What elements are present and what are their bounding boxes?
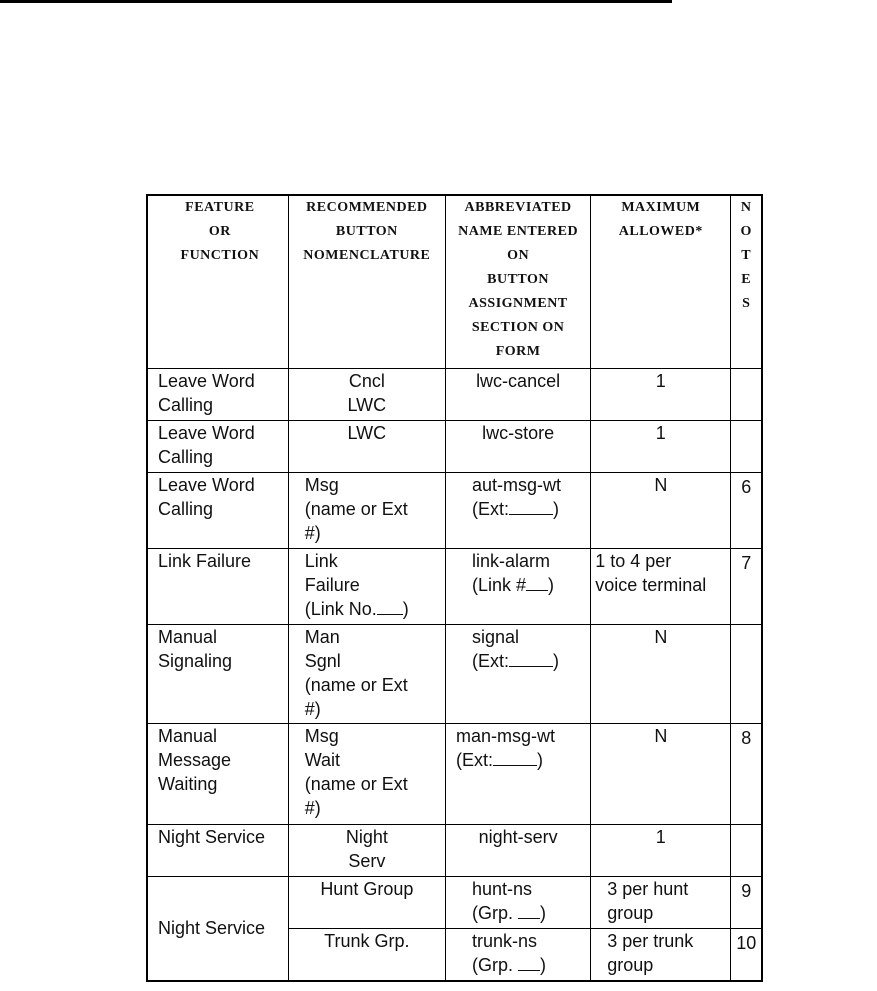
abbrev-cell: night-serv — [445, 825, 590, 877]
note-cell: 9 — [731, 877, 762, 929]
blank-line — [518, 902, 540, 919]
button-cell: Msg (name or Ext #) — [288, 473, 445, 549]
table-row — [147, 625, 762, 724]
note-cell: 6 — [731, 473, 762, 549]
table-row — [147, 549, 762, 625]
note-cell: 7 — [731, 549, 762, 625]
header-notes: N O T E S — [731, 195, 762, 369]
max-cell: 3 per hunt group — [591, 877, 731, 929]
table-row — [147, 473, 762, 549]
max-cell: 1 — [591, 369, 731, 421]
header-button-nomenclature: RECOMMENDED BUTTON NOMENCLATURE — [288, 195, 445, 369]
max-cell: N — [591, 625, 731, 724]
button-cell: LWC — [288, 421, 445, 473]
blank-line — [518, 954, 540, 971]
abbrev-cell: aut-msg-wt (Ext: ) — [445, 473, 590, 549]
button-cell: Msg Wait (name or Ext #) — [288, 724, 445, 825]
max-cell: 3 per trunk group — [591, 929, 731, 981]
button-cell: Night Serv — [288, 825, 445, 877]
feature-cell: Leave Word Calling — [147, 369, 288, 421]
feature-cell: Manual Signaling — [147, 625, 288, 724]
abbrev-cell: hunt-ns (Grp. ) — [445, 877, 590, 929]
abbrev-cell: lwc-cancel — [445, 369, 590, 421]
max-cell: 1 to 4 per voice terminal — [591, 549, 731, 625]
feature-cell: Night Service — [147, 825, 288, 877]
abbrev-cell: signal (Ext: ) — [445, 625, 590, 724]
blank-line — [377, 598, 403, 615]
blank-line — [493, 749, 537, 766]
feature-cell: Leave Word Calling — [147, 421, 288, 473]
table-row — [147, 369, 762, 421]
table-row — [147, 877, 762, 929]
button-assignment-table — [146, 194, 763, 982]
max-cell: 1 — [591, 421, 731, 473]
button-cell: Link Failure (Link No. ) — [288, 549, 445, 625]
feature-cell: Manual Message Waiting — [147, 724, 288, 825]
note-cell — [731, 825, 762, 877]
note-cell — [731, 421, 762, 473]
blank-line — [526, 574, 548, 591]
note-cell — [731, 625, 762, 724]
max-cell: N — [591, 473, 731, 549]
header-row — [147, 195, 762, 369]
blank-line — [509, 498, 553, 515]
button-cell: Man Sgnl (name or Ext #) — [288, 625, 445, 724]
note-cell — [731, 369, 762, 421]
header-maximum-allowed: MAXIMUM ALLOWED* — [591, 195, 731, 369]
max-cell: N — [591, 724, 731, 825]
button-cell: Cncl LWC — [288, 369, 445, 421]
abbrev-cell: man-msg-wt (Ext: ) — [445, 724, 590, 825]
table-row — [147, 825, 762, 877]
header-feature: FEATURE OR FUNCTION — [147, 195, 288, 369]
feature-cell: Link Failure — [147, 549, 288, 625]
abbrev-cell: link-alarm (Link # ) — [445, 549, 590, 625]
abbrev-cell: trunk-ns (Grp. ) — [445, 929, 590, 981]
note-cell: 10 — [731, 929, 762, 981]
blank-line — [509, 650, 553, 667]
button-cell: Trunk Grp. — [288, 929, 445, 981]
table-row — [147, 421, 762, 473]
table-row — [147, 724, 762, 825]
button-cell: Hunt Group — [288, 877, 445, 929]
feature-cell: Leave Word Calling — [147, 473, 288, 549]
top-rule — [0, 0, 672, 3]
note-cell: 8 — [731, 724, 762, 825]
abbrev-cell: lwc-store — [445, 421, 590, 473]
feature-cell: Night Service — [147, 877, 288, 981]
max-cell: 1 — [591, 825, 731, 877]
header-abbreviated-name: ABBREVIATED NAME ENTERED ON BUTTON ASSIGNMENT SECTION ON FORM — [445, 195, 590, 369]
